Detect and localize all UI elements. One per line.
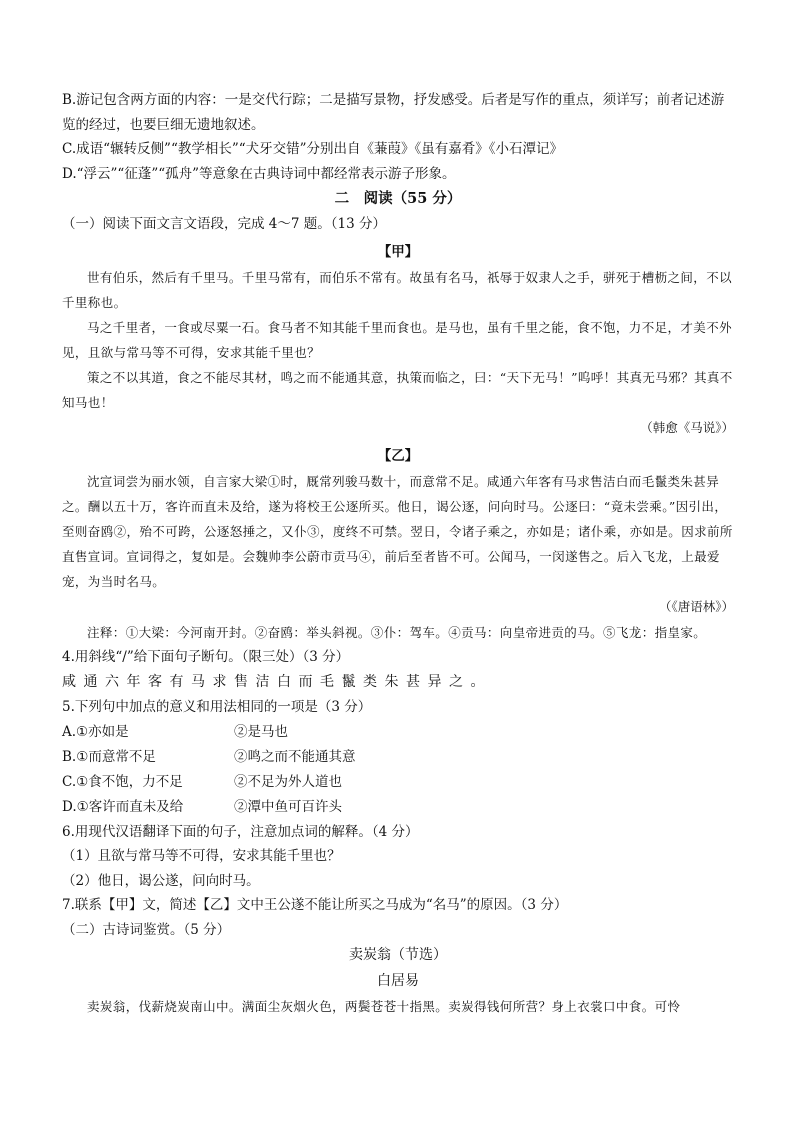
question-6-1: （1）且欲与常马等不可得，安求其能千里也？ bbox=[62, 848, 341, 864]
question-7: 7.联系【甲】文，简述【乙】文中王公遂不能让所买之马成为“名马”的原因。（3 分） bbox=[62, 897, 568, 913]
question-5-option bbox=[62, 770, 734, 795]
question-5-option bbox=[62, 745, 734, 770]
question-5-option bbox=[62, 720, 734, 745]
poem-text: 卖炭翁，伐薪烧炭南山中。满面尘灰烟火色，两鬓苍苍十指黑。卖炭得钱何所营？身上衣裳口中食。可怜 bbox=[87, 999, 681, 1014]
option-d-text: D.“浮云”“征蓬”“孤舟”等意象在古典诗词中都经常表示游子形象。 bbox=[62, 165, 456, 182]
option-part-2: ②潭中鱼可百许头 bbox=[234, 798, 342, 815]
exam-page bbox=[62, 88, 734, 1019]
passage-jia-paragraph: 策之不以其道，食之不能尽其材，鸣之而不能通其意，执策而临之，曰：“天下无马！”呜呼！其真无马邪？其真不知马也！ bbox=[62, 369, 733, 410]
section-title: 二 阅读（55 分） bbox=[334, 190, 462, 207]
poem-author: 白居易 bbox=[377, 973, 419, 989]
poem-title: 卖炭翁（节选） bbox=[349, 947, 447, 963]
passage-yi-paragraph: 沈宣词尝为丽水领，自言家大梁①时，厩常列骏马数十，而意常不足。咸通六年客有马求售洁白而毛鬣类朱甚异之。酬以五十万，客许而直未及给，遂为将校王公逐所买。他日，谒公逐，问向时马。公逐曰：“竟未尝乘。”因引出，至则奋鸥②，殆不可跨，公逐怒捶之，又仆③，度终不可禁。翌日，令诸子乘之，亦如是；诸仆乘，亦如是。因求前所直售宣词。宣词得之，复如是。会魏帅李公蔚市贡马④，前后至者皆不可。公闻马，一闵遂售之。后入飞龙，上最爱宠，为当时名马。 bbox=[62, 473, 733, 589]
passage-jia-label: 【甲】 bbox=[377, 243, 419, 260]
passage-jia-source: （韩愈《马说》） bbox=[640, 419, 734, 435]
passage-jia-paragraph: 世有伯乐，然后有千里马。千里马常有，而伯乐不常有。故虽有名马，祇辱于奴隶人之手，骈死于槽枥之间，不以千里称也。 bbox=[62, 269, 733, 310]
question-6: 6.用现代汉语翻译下面的句子，注意加点词的解释。（4 分） bbox=[62, 823, 419, 840]
option-c-text: C.成语“辗转反侧”“教学相长”“犬牙交错”分别出自《蒹葭》《虽有嘉肴》《小石潭记》 bbox=[62, 141, 564, 157]
question-5-option bbox=[62, 795, 734, 820]
part2-intro: （二）古诗词鉴赏。（5 分） bbox=[62, 921, 231, 938]
passage-yi-notes: 注释：①大梁：今河南开封。②奋鸥：举头斜视。③仆：驾车。④贡马：向皇帝进贡的马。⑤飞龙：指皇家。 bbox=[87, 624, 707, 640]
option-part-2: ②鸣之而不能通其意 bbox=[234, 748, 356, 765]
passage-yi-label: 【乙】 bbox=[377, 447, 419, 464]
question-6-2: （2）他日，谒公遂，问向时马。 bbox=[62, 872, 260, 889]
option-part-1: B.①而意常不足 bbox=[62, 748, 156, 765]
option-part-1: C.①食不饱，力不足 bbox=[62, 773, 183, 790]
part1-intro: （一）阅读下面文言文语段，完成 4～7 题。（13 分） bbox=[62, 216, 386, 232]
passage-jia-paragraph: 马之千里者，一食或尽粟一石。食马者不知其能千里而食也。是马也，虽有千里之能，食不饱，力不足，才美不外见，且欲与常马等不可得，安求其能千里也？ bbox=[62, 319, 733, 360]
question-4: 4.用斜线“/”给下面句子断句。（限三处）（3 分） bbox=[62, 648, 350, 665]
option-b-text: B.游记包含两方面的内容：一是交代行踪；二是描写景物，抒发感受。后者是写作的重点，须详写；前者记述游览的经过，也要巨细无遗地叙述。 bbox=[62, 92, 725, 133]
option-part-1: A.①亦如是 bbox=[62, 723, 129, 740]
question-5: 5.下列句中加点的意义和用法相同的一项是（3 分） bbox=[62, 699, 372, 715]
option-part-1: D.①客许而直未及给 bbox=[62, 798, 184, 815]
question-4-sentence: 咸通六年客有马求售洁白而毛鬣类朱甚异之。 bbox=[62, 674, 492, 690]
option-part-2: ②是马也 bbox=[234, 723, 288, 740]
option-part-2: ②不足为外人道也 bbox=[234, 773, 342, 790]
passage-yi-source: （《唐语林》） bbox=[658, 598, 734, 614]
